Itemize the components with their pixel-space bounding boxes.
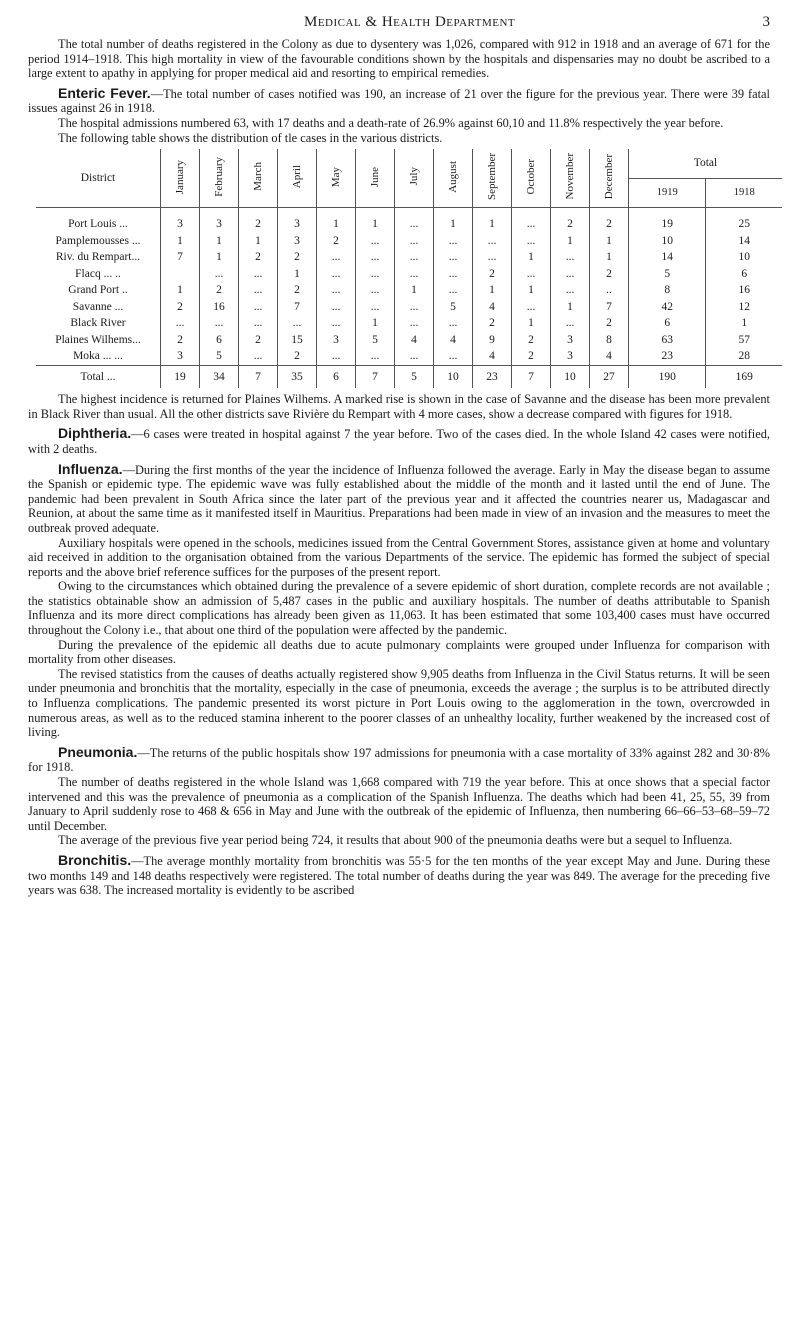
month-header: May: [317, 149, 356, 208]
table-cell: 4: [395, 332, 434, 349]
table-cell: 5: [200, 348, 239, 365]
district-name: Savanne ...: [72, 300, 124, 313]
table-cell: 6: [200, 332, 239, 349]
dysentery-paragraph: The total number of deaths registered in the Colony as due to dysentery was 1,026, compared with 912 in 1918 and an average of 671 for the period 1914–1918. This high mortality in view of the favourable conditions shown by the hospitals and dispensaries may no doubt be ascribed to a large extent to apathy in applying for proper medical aid and resorting to empirical remedies.: [28, 37, 770, 81]
month-header: June: [356, 149, 395, 208]
table-cell: 42: [629, 299, 706, 316]
table-cell: 1: [551, 299, 590, 316]
after-table-paragraph: The highest incidence is returned for Plaines Wilhems. A marked rise is shown in the case of Savanne and the disease has been more prevalent in Black River than usual. All the other districts save Rivière du Rempart with 4 more cases, show a decrease compared with figures for 1918.: [28, 392, 770, 421]
table-cell: ...: [434, 315, 473, 332]
diphtheria-text: —6 cases were treated in hospital against 7 the year before. Two of the cases died. In the whole Island 42 cases were notified, with 2 deaths.: [28, 427, 770, 456]
month-header: February: [200, 149, 239, 208]
table-cell: 2: [161, 299, 200, 316]
table-cell: 2: [278, 348, 317, 365]
table-row: [36, 233, 782, 250]
table-cell: ...: [395, 249, 434, 266]
table-row: [36, 315, 782, 332]
table-cell: 19: [629, 208, 706, 233]
table-cell: 2: [551, 208, 590, 233]
table-cell: 2: [317, 233, 356, 250]
table-cell: 6: [629, 315, 706, 332]
table-cell: 1: [512, 282, 551, 299]
table-cell: 2: [278, 249, 317, 266]
influenza-paragraph-1: [28, 462, 770, 536]
table-cell: 57: [706, 332, 782, 349]
table-cell: 5: [356, 332, 395, 349]
table-cell: ...: [512, 233, 551, 250]
table-cell: 15: [278, 332, 317, 349]
enteric-paragraph-1: [28, 86, 770, 116]
enteric-paragraph-3: The following table shows the distribution of tle cases in the various districts.: [58, 130, 443, 145]
table-cell: ...: [551, 266, 590, 283]
table-cell: ...: [356, 282, 395, 299]
table-cell: ...: [317, 249, 356, 266]
pneumonia-paragraph-2: The number of deaths registered in the whole Island was 1,668 compared with 719 the year before. This at once shows that a special factor intervened and this was the prevalence of pneumonia as a complication of the Spanish Influenza. The deaths which had been 41, 25, 55, 39 from January to April suddenly rose to 468 & 656 in May and June with the outbreak of the epidemic of Influenza, then numbering 66–66–53–68–59–72 until December.: [28, 775, 770, 833]
table-row: [36, 249, 782, 266]
month-header: August: [434, 149, 473, 208]
table-cell: 5: [434, 299, 473, 316]
total-header: Total: [629, 149, 783, 178]
table-cell: 1: [278, 266, 317, 283]
table-cell: 1: [434, 208, 473, 233]
table-cell: 1: [512, 249, 551, 266]
year-header-1919: 1919: [629, 178, 706, 208]
table-cell: ...: [395, 208, 434, 233]
month-header: September: [473, 149, 512, 208]
bronchitis-text: —The average monthly mortality from bronchitis was 55·5 for the ten months of the year except May and June. During these two months 149 and 148 deaths respectively were registered. The total number of deaths during the year was 849. The average for the preceding five years was 638. The increased mortality is evidently to be ascribed: [28, 853, 770, 898]
table-cell: ...: [317, 282, 356, 299]
table-cell: 4: [473, 348, 512, 365]
table-cell: 1: [200, 233, 239, 250]
table-row: [36, 282, 782, 299]
month-header: October: [512, 149, 551, 208]
influenza-text-1: —During the first months of the year the incidence of Influenza followed the average. Early in May the disease began to assume the Spanish or epidemic type. The epidemic wave was fully established about the middle of the month and it lasted until the end of June. The pandemic had been prevalent in South Africa since the later part of the previous year and it affected the countries nearer us, Madagascar and Reunion, at about the same time as it manifested itself in Mauritius. Preparations had been made in view of an invasion and the measures to meet the outbreak proved adequate.: [28, 462, 770, 535]
table-cell: 2: [200, 282, 239, 299]
table-cell: 3: [161, 348, 200, 365]
table-cell: ...: [356, 348, 395, 365]
table-cell: ...: [473, 233, 512, 250]
table-cell: 3: [161, 208, 200, 233]
table-row: [36, 299, 782, 316]
month-header: November: [551, 149, 590, 208]
table-cell: 1: [161, 282, 200, 299]
table-cell: ...: [200, 315, 239, 332]
table-cell: 2: [473, 266, 512, 283]
month-header: January: [161, 149, 200, 208]
table-cell: ...: [161, 315, 200, 332]
table-row: [36, 332, 782, 349]
running-head-title: Medical & Health Department: [304, 14, 516, 30]
table-cell: 9: [473, 332, 512, 349]
table-cell: ...: [551, 315, 590, 332]
table-cell: 2: [161, 332, 200, 349]
table-cell: ...: [395, 315, 434, 332]
table-cell: ...: [317, 299, 356, 316]
table-cell: ...: [317, 348, 356, 365]
table-cell: 4: [590, 348, 629, 365]
month-header: July: [395, 149, 434, 208]
table-cell: ...: [512, 266, 551, 283]
total-cell: 7: [512, 365, 551, 388]
total-cell: 23: [473, 365, 512, 388]
district-name: Grand Port ..: [68, 284, 128, 297]
table-cell: 2: [239, 332, 278, 349]
table-cell: 1: [590, 249, 629, 266]
table-cell: 4: [473, 299, 512, 316]
table-cell: 8: [629, 282, 706, 299]
total-cell: 34: [200, 365, 239, 388]
table-cell: ...: [434, 249, 473, 266]
table-cell: [161, 266, 200, 283]
table-row: [36, 266, 782, 283]
table-cell: 23: [629, 348, 706, 365]
table-cell: 3: [278, 208, 317, 233]
table-cell: ...: [239, 282, 278, 299]
table-cell: 1: [317, 208, 356, 233]
running-header: [28, 14, 770, 31]
table-cell: ...: [239, 348, 278, 365]
table-cell: 3: [200, 208, 239, 233]
total-cell: 10: [434, 365, 473, 388]
table-cell: 14: [629, 249, 706, 266]
total-row-label: Total ...: [36, 365, 161, 388]
table-cell: 1: [356, 315, 395, 332]
table-cell: ..: [590, 282, 629, 299]
table-cell: ...: [278, 315, 317, 332]
table-cell: ...: [317, 315, 356, 332]
district-name: Flacq ... ..: [75, 267, 121, 280]
district-name: Black River: [70, 317, 126, 330]
table-cell: 63: [629, 332, 706, 349]
table-cell: ...: [434, 282, 473, 299]
table-cell: 6: [706, 266, 782, 283]
table-cell: 1: [356, 208, 395, 233]
enteric-text-1: —The total number of cases notified was 190, an increase of 21 over the figure for the previous year. There were 39 fatal issues against 26 in 1918.: [28, 86, 770, 116]
total-cell: 6: [317, 365, 356, 388]
total-row: [36, 365, 782, 388]
table-body: [36, 208, 782, 389]
district-name: Riv. du Rempart...: [55, 251, 141, 264]
table-row: [36, 348, 782, 365]
table-cell: ...: [317, 266, 356, 283]
bronchitis-paragraph: [28, 853, 770, 898]
total-cell: 27: [590, 365, 629, 388]
table-cell: 1: [395, 282, 434, 299]
table-cell: ...: [434, 266, 473, 283]
table-cell: 1: [512, 315, 551, 332]
body-text: [28, 37, 770, 898]
table-cell: 16: [200, 299, 239, 316]
month-header: December: [590, 149, 629, 208]
total-cell: 7: [356, 365, 395, 388]
table-cell: 2: [590, 266, 629, 283]
total-cell: 19: [161, 365, 200, 388]
district-name: Pamplemousses ...: [55, 234, 141, 247]
month-header: April: [278, 149, 317, 208]
table-cell: 1: [161, 233, 200, 250]
table-cell: ...: [395, 348, 434, 365]
year-header-1918: 1918: [706, 178, 782, 208]
table-cell: ...: [512, 299, 551, 316]
total-cell: 35: [278, 365, 317, 388]
influenza-paragraph-4: During the prevalence of the epidemic all deaths due to acute pulmonary complaints were grouped under Influenza for comparison with mortality from other diseases.: [28, 637, 770, 667]
influenza-heading: Influenza.: [58, 460, 123, 477]
table-cell: ...: [551, 249, 590, 266]
table-cell: 3: [317, 332, 356, 349]
table-cell: 2: [473, 315, 512, 332]
table-cell: ...: [356, 249, 395, 266]
table-cell: 3: [551, 348, 590, 365]
table-cell: 7: [590, 299, 629, 316]
table-cell: ...: [395, 299, 434, 316]
table-cell: 1: [473, 208, 512, 233]
diphtheria-paragraph: [28, 426, 770, 456]
district-header: District: [36, 149, 161, 208]
table-cell: 2: [512, 332, 551, 349]
district-name: Moka ... ...: [73, 350, 123, 363]
influenza-paragraph-2: Auxiliary hospitals were opened in the schools, medicines issued from the Central Government Stores, assistance given at home and voluntary aid received in addition to the organisation obtained from the various Departments of the service. The epidemic has formed the subject of special reports and the above brief reference suffices for the purposes of the present report.: [28, 535, 770, 579]
table-cell: 2: [239, 249, 278, 266]
pneumonia-paragraph-1: [28, 745, 770, 775]
table-cell: 1: [473, 282, 512, 299]
table-cell: 1: [590, 233, 629, 250]
table-cell: 1: [200, 249, 239, 266]
total-cell: 169: [706, 365, 782, 388]
table-cell: 16: [706, 282, 782, 299]
table-cell: 3: [551, 332, 590, 349]
table-cell: ...: [434, 348, 473, 365]
table-cell: 3: [278, 233, 317, 250]
table-cell: 1: [239, 233, 278, 250]
pneumonia-text-1: —The returns of the public hospitals show 197 admissions for pneumonia with a case mortality of 33% against 282 and 30·8% for 1918.: [28, 745, 770, 775]
district-name: Plaines Wilhems...: [55, 333, 141, 346]
total-cell: 7: [239, 365, 278, 388]
pneumonia-paragraph-3: The average of the previous five year period being 724, it results that about 900 of the pneumonia deaths were but a sequel to Influenza.: [58, 833, 733, 848]
table-cell: 25: [706, 208, 782, 233]
table-cell: 7: [161, 249, 200, 266]
table-cell: 4: [434, 332, 473, 349]
enteric-heading: Enteric Fever.: [58, 84, 151, 101]
table-cell: 7: [278, 299, 317, 316]
table-cell: 8: [590, 332, 629, 349]
month-header: March: [239, 149, 278, 208]
table-cell: 1: [706, 315, 782, 332]
pneumonia-heading: Pneumonia.: [58, 743, 138, 760]
table-cell: 14: [706, 233, 782, 250]
table-row: [36, 208, 782, 233]
table-cell: ...: [239, 315, 278, 332]
table-cell: ...: [551, 282, 590, 299]
table-cell: 12: [706, 299, 782, 316]
table-cell: 5: [629, 266, 706, 283]
table-cell: ...: [239, 299, 278, 316]
enteric-paragraph-2: The hospital admissions numbered 63, with 17 deaths and a death-rate of 26.9% against 60,10 and 11.8% respectively the year before.: [58, 115, 724, 130]
table-cell: 2: [278, 282, 317, 299]
table-cell: 2: [239, 208, 278, 233]
table-cell: ...: [473, 249, 512, 266]
diphtheria-heading: Diphtheria.: [58, 425, 132, 442]
table-cell: ...: [356, 233, 395, 250]
influenza-paragraph-3: Owing to the circumstances which obtained during the prevalence of a severe epidemic of short duration, complete records are not available ; the statistics obtainable show an admission of 5,487 cases in the public and auxiliary hospitals. The number of deaths attributable to Spanish Influenza and its more direct complications has already been given as 11,063. It has been estimated that some 103,400 cases must have occurred throughout the Colony i.e., that about one third of the population were affected by the pandemic.: [28, 579, 770, 638]
bronchitis-heading: Bronchitis.: [58, 851, 132, 868]
table-cell: 28: [706, 348, 782, 365]
table-cell: ...: [356, 266, 395, 283]
table-cell: 10: [706, 249, 782, 266]
table-cell: ...: [239, 266, 278, 283]
table-cell: ...: [395, 233, 434, 250]
total-cell: 10: [551, 365, 590, 388]
table-cell: ...: [200, 266, 239, 283]
table-cell: ...: [395, 266, 434, 283]
table-cell: 2: [590, 208, 629, 233]
enteric-distribution-table: [36, 149, 782, 388]
table-cell: 2: [590, 315, 629, 332]
total-cell: 5: [395, 365, 434, 388]
table-cell: 1: [551, 233, 590, 250]
table-cell: ...: [356, 299, 395, 316]
table-cell: 2: [512, 348, 551, 365]
table-cell: ...: [434, 233, 473, 250]
table-cell: 10: [629, 233, 706, 250]
total-cell: 190: [629, 365, 706, 388]
table-cell: ...: [512, 208, 551, 233]
influenza-paragraph-5: The revised statistics from the causes of deaths actually registered show 9,905 deaths from Influenza in the Civil Status returns. It will be seen under pneumonia and bronchitis that the mortality, especially in the case of pneumonia, exceeds the average ; the surplus is to be attributed directly to Influenza complications. The pandemic presented its worst picture in Port Louis owing to the agglomeration in the town, overcrowded in numerous areas, as well as to the reduced stamina inherent to the poorer classes of an unhealthy locality, further weakened by the increased cost of living.: [28, 666, 770, 740]
page-number: 3: [762, 14, 770, 30]
district-name: Port Louis ...: [68, 218, 128, 231]
